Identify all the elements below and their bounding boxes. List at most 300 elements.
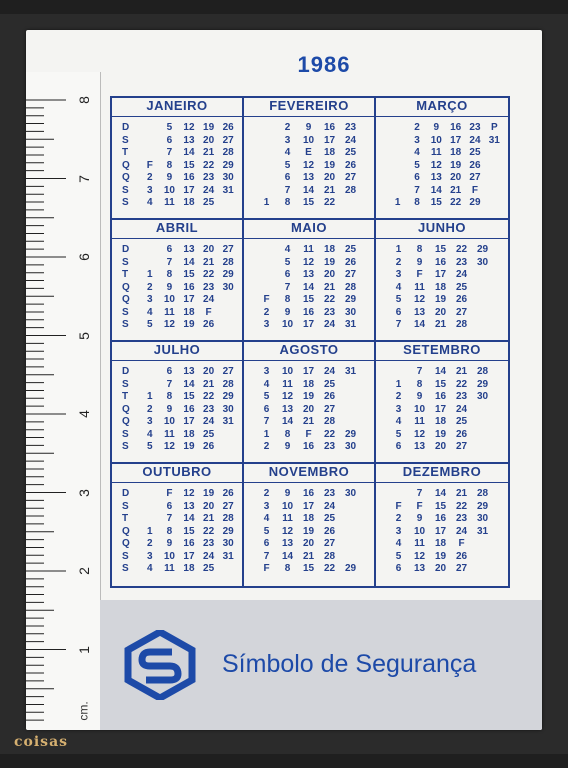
day-cell: 16 <box>434 513 447 524</box>
day-cell <box>140 135 160 148</box>
day-cell: 18 <box>434 416 447 427</box>
day-cell: 14 <box>281 550 294 562</box>
weekday-label: Q <box>122 172 130 183</box>
day-cell: 26 <box>455 550 468 562</box>
day-cell: 22 <box>203 159 215 171</box>
day-cell: 4 <box>147 563 153 574</box>
day-cell: 16 <box>323 122 336 133</box>
week-row <box>256 379 370 392</box>
month-julho <box>112 342 242 464</box>
weekday-labels <box>122 244 130 332</box>
weekday-label: T <box>122 147 129 158</box>
day-cell: 28 <box>222 256 234 268</box>
month-novembro <box>244 464 374 586</box>
day-cell: 2 <box>263 441 270 452</box>
day-cell: 20 <box>203 500 215 512</box>
day-cell: 29 <box>344 563 357 574</box>
day-cell: 10 <box>163 550 175 562</box>
day-cell <box>140 122 160 135</box>
month-name: OUTUBRO <box>112 464 242 483</box>
week-row <box>140 404 238 417</box>
day-cell: 5 <box>395 294 402 305</box>
day-cell <box>485 197 504 210</box>
day-cell: 27 <box>455 306 468 318</box>
day-cell <box>472 269 493 282</box>
week-row <box>256 488 370 501</box>
day-cell: 29 <box>469 197 481 208</box>
day-cell <box>472 538 493 551</box>
day-cell: 8 <box>284 563 291 574</box>
day-cell: 28 <box>344 281 357 293</box>
day-cell: 30 <box>476 256 489 268</box>
day-cell <box>340 391 361 404</box>
day-cell <box>485 147 504 160</box>
day-cell: 5 <box>147 319 153 330</box>
week-row <box>256 160 370 173</box>
day-cell: 24 <box>455 403 468 415</box>
week-row <box>140 563 238 576</box>
day-cell: 7 <box>284 281 291 293</box>
weekday-label: S <box>122 306 129 318</box>
day-cell: 22 <box>323 563 336 574</box>
day-cell: 10 <box>281 366 294 377</box>
day-cell: 17 <box>434 525 447 537</box>
day-cell: 28 <box>222 378 234 390</box>
day-cell: 21 <box>203 256 215 268</box>
day-cell <box>256 122 277 135</box>
day-cell: 14 <box>302 281 315 293</box>
week-row <box>388 147 504 160</box>
week-row <box>140 488 238 501</box>
day-cell: 3 <box>147 550 153 562</box>
weekday-label: Q <box>122 525 130 537</box>
day-cell <box>388 122 407 135</box>
day-cell: 21 <box>302 550 315 562</box>
day-cell: 19 <box>434 428 447 440</box>
day-cell: 24 <box>203 294 215 305</box>
day-cell: 9 <box>416 391 423 402</box>
week-row <box>256 526 370 539</box>
day-cell: 10 <box>163 294 175 305</box>
day-cell: 31 <box>222 184 234 196</box>
week-row <box>140 526 238 539</box>
day-cell: 23 <box>203 538 215 549</box>
day-cell: 1 <box>394 197 401 208</box>
day-cell: 5 <box>284 256 291 268</box>
day-cell: 8 <box>166 269 173 280</box>
day-cell: 10 <box>281 319 294 330</box>
month-abril <box>112 220 242 342</box>
week-row <box>388 551 504 564</box>
day-cell: 7 <box>416 488 423 499</box>
week-row <box>256 282 370 295</box>
day-cell: F <box>395 500 402 512</box>
ruler-unit: cm. <box>76 701 91 721</box>
day-cell: 24 <box>455 269 468 280</box>
day-cell <box>388 147 407 160</box>
month-janeiro <box>112 98 242 220</box>
week-row <box>388 172 504 185</box>
month-agosto <box>244 342 374 464</box>
day-cell: 31 <box>344 366 357 377</box>
day-cell: 15 <box>430 197 442 208</box>
day-cell: 3 <box>147 416 153 427</box>
day-cell: 15 <box>183 525 195 537</box>
day-cell: 4 <box>284 147 291 158</box>
day-cell: 21 <box>323 281 336 293</box>
week-row <box>140 319 238 332</box>
day-cell: 28 <box>455 319 468 330</box>
day-cell: 20 <box>203 244 215 255</box>
day-cell: 16 <box>434 256 447 268</box>
day-cell: 14 <box>281 416 294 427</box>
day-cell: 26 <box>455 428 468 440</box>
week-row <box>388 160 504 173</box>
month-dezembro <box>376 464 508 586</box>
day-cell: 11 <box>164 306 175 318</box>
day-cell: 3 <box>263 500 270 512</box>
weekday-label: D <box>122 366 130 377</box>
day-cell: 1 <box>263 428 270 440</box>
day-cell <box>140 257 160 270</box>
day-cell: 22 <box>203 391 215 402</box>
day-cell <box>256 269 277 282</box>
day-cell: 26 <box>203 441 215 452</box>
day-cell <box>388 488 409 501</box>
month-name: SETEMBRO <box>376 342 508 361</box>
day-cell: 11 <box>431 147 442 158</box>
day-cell <box>218 319 238 332</box>
week-row <box>140 416 238 429</box>
day-cell: 4 <box>395 416 402 427</box>
day-cell: 23 <box>323 441 336 452</box>
day-cell: 24 <box>455 525 468 537</box>
day-cell: 16 <box>434 391 447 402</box>
week-row <box>256 307 370 320</box>
week-row <box>140 147 238 160</box>
month-name: JULHO <box>112 342 242 361</box>
day-cell <box>340 416 361 429</box>
day-cell: 27 <box>455 441 468 452</box>
day-cell: 6 <box>284 172 291 183</box>
day-cell: 9 <box>284 306 291 318</box>
day-cell: 1 <box>263 197 270 208</box>
day-cell: 13 <box>183 134 195 146</box>
day-cell: F <box>305 428 312 440</box>
day-cell: 30 <box>476 391 489 402</box>
day-cell: 19 <box>203 488 215 499</box>
day-cell: 25 <box>323 378 336 390</box>
week-row <box>256 404 370 417</box>
day-cell <box>140 488 160 501</box>
week-row <box>140 441 238 454</box>
day-cell: 19 <box>434 550 447 562</box>
day-cell: 24 <box>323 500 336 512</box>
day-cell: 9 <box>166 172 173 183</box>
week-row <box>140 244 238 257</box>
day-cell <box>472 294 493 307</box>
day-cell: 16 <box>183 281 195 293</box>
day-cell: 9 <box>166 538 173 549</box>
day-cell: 20 <box>203 366 215 377</box>
week-row <box>256 551 370 564</box>
day-cell <box>140 501 160 514</box>
day-cell: 15 <box>302 563 315 574</box>
day-cell: 23 <box>203 281 215 293</box>
week-row <box>388 294 504 307</box>
day-cell: 3 <box>147 184 153 196</box>
day-cell: 20 <box>323 172 336 183</box>
day-cell: 3 <box>263 319 270 330</box>
week-row <box>140 135 238 148</box>
day-cell: 16 <box>183 403 195 415</box>
day-cell: 5 <box>166 122 173 133</box>
week-row <box>256 294 370 307</box>
day-cell: 12 <box>302 159 315 171</box>
day-cell: 27 <box>344 269 357 280</box>
day-cell: 8 <box>284 294 291 305</box>
day-cell: 9 <box>433 122 440 133</box>
week-row <box>140 269 238 282</box>
day-cell: 7 <box>166 256 173 268</box>
week-row <box>256 197 370 210</box>
day-cell: 29 <box>344 428 357 440</box>
day-cell: 14 <box>183 256 195 268</box>
day-cell: 25 <box>344 147 357 158</box>
day-cell: 11 <box>303 244 314 255</box>
week-row <box>140 551 238 564</box>
day-cell <box>388 185 407 198</box>
day-cell: 17 <box>434 269 447 280</box>
ruler-number: 8 <box>75 96 92 104</box>
day-cell <box>472 416 493 429</box>
day-cell: 6 <box>166 500 173 512</box>
ruler-number: 4 <box>75 410 92 418</box>
ruler-number: 3 <box>75 488 92 497</box>
day-cell: 18 <box>183 563 195 574</box>
day-cell: 19 <box>183 319 195 330</box>
day-cell: E <box>305 147 312 158</box>
day-cell: 19 <box>203 122 215 133</box>
weekday-label: T <box>122 513 129 524</box>
week-row <box>140 197 238 210</box>
day-cell: 20 <box>434 306 447 318</box>
week-row <box>256 429 370 442</box>
day-cell: 27 <box>344 172 357 183</box>
day-cell: 18 <box>183 197 195 208</box>
day-cell: 21 <box>323 184 336 196</box>
weekday-label: S <box>122 134 129 146</box>
day-cell: 2 <box>147 403 153 415</box>
day-cell: 23 <box>455 513 468 524</box>
day-cell <box>256 257 277 270</box>
week-row <box>140 160 238 173</box>
day-cell: 10 <box>413 525 426 537</box>
day-cell: 7 <box>263 416 270 427</box>
month-name: FEVEREIRO <box>244 98 374 117</box>
day-cell: 18 <box>450 147 462 158</box>
ruler-number: 1 <box>75 645 92 654</box>
day-cell: 5 <box>284 159 291 171</box>
day-cell <box>218 429 238 442</box>
day-cell: 6 <box>263 538 270 549</box>
day-cell: 11 <box>164 197 175 208</box>
day-cell: 22 <box>455 378 468 390</box>
weekday-label: S <box>122 197 129 208</box>
day-cell <box>256 160 277 173</box>
month-maio <box>244 220 374 342</box>
calendar-grid <box>110 96 510 588</box>
day-cell: 26 <box>344 256 357 268</box>
slogan-text: Símbolo de Segurança <box>222 650 477 678</box>
day-cell: F <box>416 500 423 512</box>
day-cell: 16 <box>183 538 195 549</box>
day-cell: 28 <box>222 147 234 158</box>
ruler <box>26 72 101 730</box>
day-cell: 18 <box>323 244 336 255</box>
weekday-label: D <box>122 244 130 255</box>
day-cell: 29 <box>222 525 234 537</box>
day-cell: 29 <box>476 500 489 512</box>
day-cell: 15 <box>434 244 447 255</box>
day-cell: 7 <box>166 378 173 390</box>
year-title: 1986 <box>297 52 351 77</box>
day-cell: 2 <box>284 122 291 133</box>
day-cell: 11 <box>414 538 425 549</box>
day-cell: 2 <box>263 306 270 318</box>
day-cell: 10 <box>302 134 315 146</box>
day-cell: 27 <box>222 244 234 255</box>
day-cell: 27 <box>455 563 468 574</box>
day-cell: 30 <box>222 403 234 415</box>
day-cell: 11 <box>164 563 175 574</box>
day-cell: 7 <box>395 319 402 330</box>
week-row <box>388 488 504 501</box>
day-cell: 17 <box>450 134 462 146</box>
ruler-number: 2 <box>75 567 92 575</box>
day-cell: 22 <box>323 197 336 208</box>
day-cell: 19 <box>302 391 315 402</box>
day-cell: 13 <box>183 366 195 377</box>
week-row <box>388 391 504 404</box>
day-cell: 17 <box>183 550 195 562</box>
day-cell: 30 <box>344 306 357 318</box>
day-cell: 8 <box>166 525 173 537</box>
day-cell: 20 <box>434 441 447 452</box>
day-cell <box>256 172 277 185</box>
day-cell: 9 <box>305 122 312 133</box>
weekday-label: Q <box>122 281 130 293</box>
day-cell: 26 <box>469 159 481 171</box>
day-cell: 2 <box>263 488 270 499</box>
day-cell: 9 <box>166 281 173 293</box>
day-cell: 21 <box>434 319 447 330</box>
weekday-labels <box>122 122 130 210</box>
day-cell: 30 <box>222 172 234 183</box>
week-row <box>256 416 370 429</box>
day-cell: 12 <box>281 525 294 537</box>
day-cell <box>340 551 361 564</box>
day-cell: 26 <box>455 294 468 305</box>
month-outubro <box>112 464 242 586</box>
day-cell: 23 <box>455 391 468 402</box>
day-cell: 21 <box>450 184 462 196</box>
day-cell: 30 <box>222 538 234 549</box>
day-cell: 22 <box>450 197 462 208</box>
day-cell: 17 <box>302 319 315 330</box>
day-cell: 21 <box>203 147 215 158</box>
week-row <box>256 135 370 148</box>
week-row <box>256 441 370 454</box>
day-cell: 19 <box>183 441 195 452</box>
day-cell: 13 <box>430 172 442 183</box>
day-cell: 26 <box>203 319 215 330</box>
day-cell: 6 <box>166 134 173 146</box>
week-row <box>256 366 370 379</box>
day-cell: 28 <box>222 513 234 524</box>
ruler-number: 6 <box>75 253 92 261</box>
day-cell: 2 <box>414 122 420 133</box>
footer-band <box>100 600 542 730</box>
weekday-label: S <box>122 563 129 574</box>
month-name: NOVEMBRO <box>244 464 374 483</box>
ruler-number: 7 <box>75 174 92 183</box>
week-row <box>388 404 504 417</box>
week-row <box>388 513 504 526</box>
day-cell: 27 <box>222 500 234 512</box>
ruler-ticks <box>26 72 100 730</box>
day-cell: 7 <box>284 184 291 196</box>
day-cell: 7 <box>166 513 173 524</box>
weekday-label: Q <box>122 416 130 427</box>
day-cell <box>388 172 407 185</box>
day-cell: 4 <box>395 538 402 549</box>
day-cell: 4 <box>263 378 270 390</box>
day-cell: 31 <box>222 550 234 562</box>
week-row <box>256 185 370 198</box>
week-row <box>256 563 370 576</box>
week-row <box>388 501 504 514</box>
day-cell: 18 <box>302 513 315 524</box>
day-cell <box>472 282 493 295</box>
day-cell: 12 <box>183 122 195 133</box>
week-row <box>388 282 504 295</box>
day-cell: 4 <box>147 428 153 440</box>
day-cell: 5 <box>414 159 420 171</box>
day-cell <box>340 404 361 417</box>
day-cell: 17 <box>183 294 195 305</box>
weekday-label: S <box>122 378 129 390</box>
week-row <box>140 122 238 135</box>
day-cell: 19 <box>302 525 315 537</box>
week-row <box>388 319 504 332</box>
day-cell: 6 <box>395 306 402 318</box>
day-cell <box>340 501 361 514</box>
month-name: DEZEMBRO <box>376 464 508 483</box>
day-cell: 3 <box>395 269 402 280</box>
day-cell: 25 <box>344 244 357 255</box>
day-cell: 24 <box>203 416 215 427</box>
week-row <box>388 185 504 198</box>
day-cell: 23 <box>323 306 336 318</box>
day-cell: 13 <box>183 500 195 512</box>
day-cell: 8 <box>166 159 173 171</box>
day-cell: 3 <box>284 134 291 146</box>
day-cell: 5 <box>395 550 402 562</box>
day-cell: 3 <box>395 403 402 415</box>
day-cell: 13 <box>413 563 426 574</box>
day-cell: 31 <box>476 525 489 537</box>
